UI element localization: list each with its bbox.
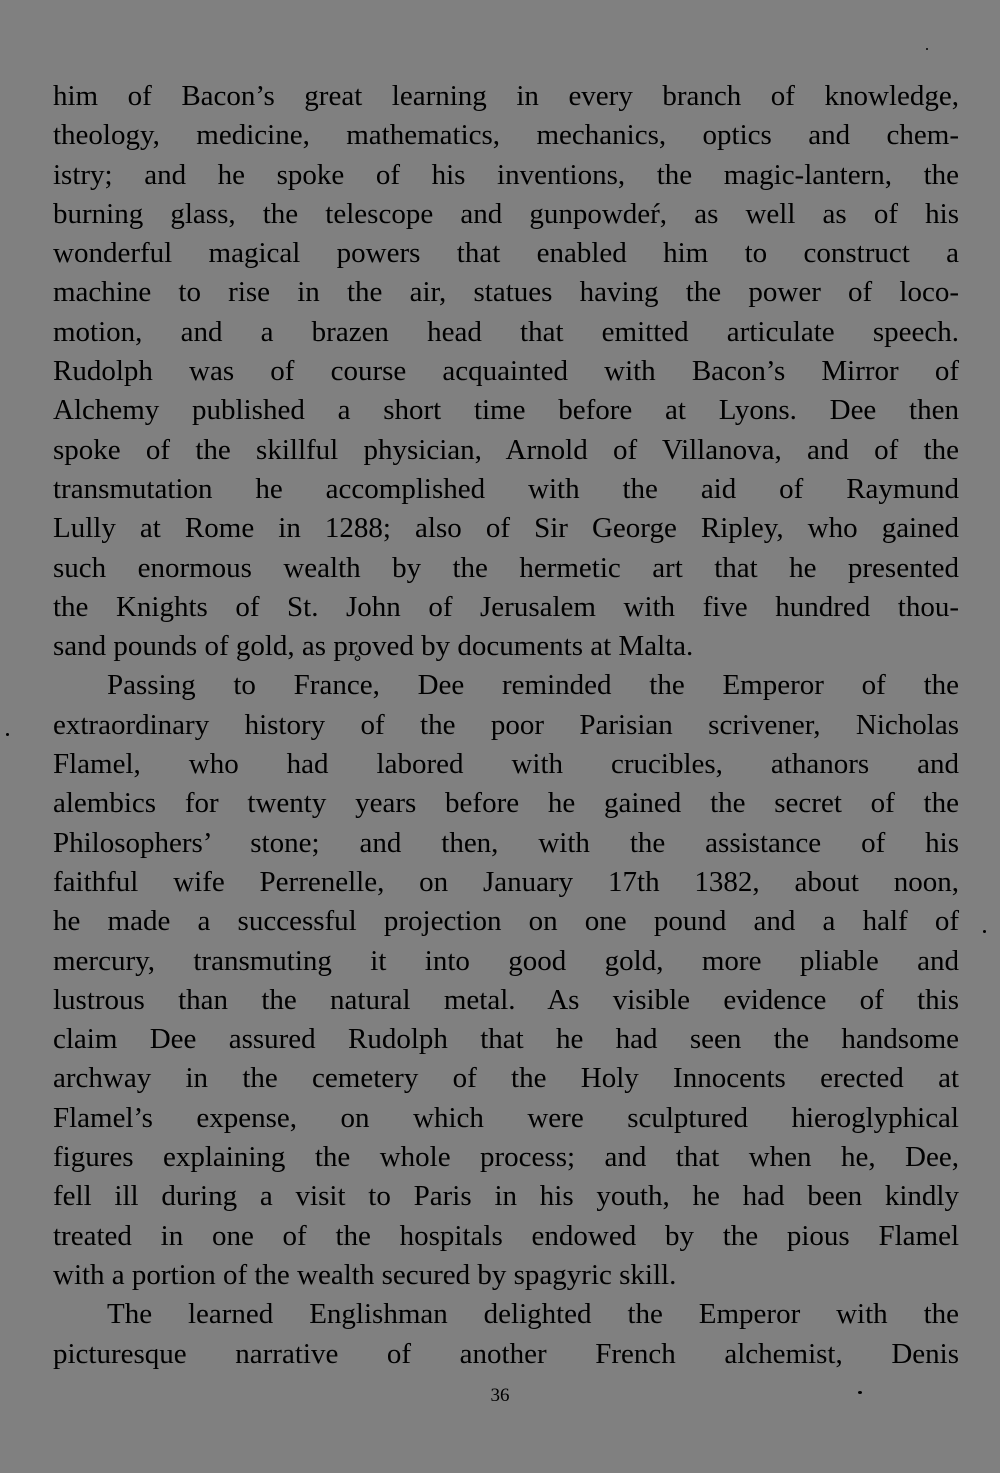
- text-line: Flamel’s expense, on which were sculptured hieroglyphical: [53, 1101, 959, 1134]
- scan-speck: [983, 930, 986, 933]
- text-line: faithful wife Perrenelle, on January 17th 1382, about noon,: [53, 865, 959, 898]
- page-number: 36: [490, 1385, 510, 1406]
- text-line: spoke of the skillful physician, Arnold of Villanova, and of the: [53, 433, 959, 466]
- scan-speck: [858, 1391, 862, 1394]
- text-line: lustrous than the natural metal. As visible evidence of this: [53, 983, 959, 1016]
- text-line: he made a successful projection on one pound and a half of: [53, 905, 959, 938]
- text-line: claim Dee assured Rudolph that he had seen the handsome: [53, 1023, 959, 1056]
- text-line: the Knights of St. John of Jerusalem with five hundred thou-: [53, 590, 959, 623]
- text-line: him of Bacon’s great learning in every branch of knowledge,: [53, 80, 959, 112]
- text-line: archway in the cemetery of the Holy Innocents erected at: [53, 1062, 959, 1095]
- text-line: alembics for twenty years before he gained the secret of the: [53, 787, 959, 820]
- text-line: Lully at Rome in 1288; also of Sir George Ripley, who gained: [53, 512, 959, 545]
- paragraph-end-line: with a portion of the wealth secured by spagyric skill.: [53, 1258, 677, 1291]
- paragraph-end-line: sand pounds of gold, as pr̥oved by documents at Malta.: [53, 630, 694, 663]
- text-line: extraordinary history of the poor Parisian scrivener, Nicholas: [53, 708, 959, 741]
- text-line: Philosophers’ stone; and then, with the assistance of his: [53, 826, 959, 859]
- text-line: burning glass, the telescope and gunpowdeŕ, as well as of his: [53, 197, 959, 230]
- paragraph-start-line: The learned Englishman delighted the Emperor with the: [107, 1298, 959, 1331]
- text-line: wonderful magical powers that enabled him to construct a: [53, 237, 959, 270]
- text-line: Rudolph was of course acquainted with Bacon’s Mirror of: [53, 355, 959, 388]
- body-text: [53, 77, 959, 1374]
- paragraph-start-line: Passing to France, Dee reminded the Emperor of the: [107, 669, 959, 702]
- text-line: treated in one of the hospitals endowed by the pious Flamel: [53, 1219, 959, 1252]
- text-line: figures explaining the whole process; and that when he, Dee,: [53, 1141, 959, 1174]
- text-line: Flamel, who had labored with crucibles, athanors and: [53, 748, 959, 781]
- text-line: picturesque narrative of another French alchemist, Denis: [53, 1337, 959, 1370]
- text-line: istry; and he spoke of his inventions, the magic-lantern, the: [53, 158, 959, 191]
- text-line: such enormous wealth by the hermetic art that he presented: [53, 551, 959, 584]
- text-line: theology, medicine, mathematics, mechanics, optics and chem-: [53, 119, 959, 152]
- text-line: Alchemy published a short time before at Lyons. Dee then: [53, 394, 959, 427]
- text-line: machine to rise in the air, statues having the power of loco-: [53, 276, 959, 309]
- scan-speck: [6, 733, 9, 736]
- text-line: motion, and a brazen head that emitted articulate speech.: [53, 315, 959, 348]
- text-line: transmutation he accomplished with the aid of Raymund: [53, 472, 959, 505]
- text-line: fell ill during a visit to Paris in his youth, he had been kindly: [53, 1180, 959, 1213]
- text-line: mercury, transmuting it into good gold, more pliable and: [53, 944, 959, 977]
- scan-speck: [926, 48, 928, 50]
